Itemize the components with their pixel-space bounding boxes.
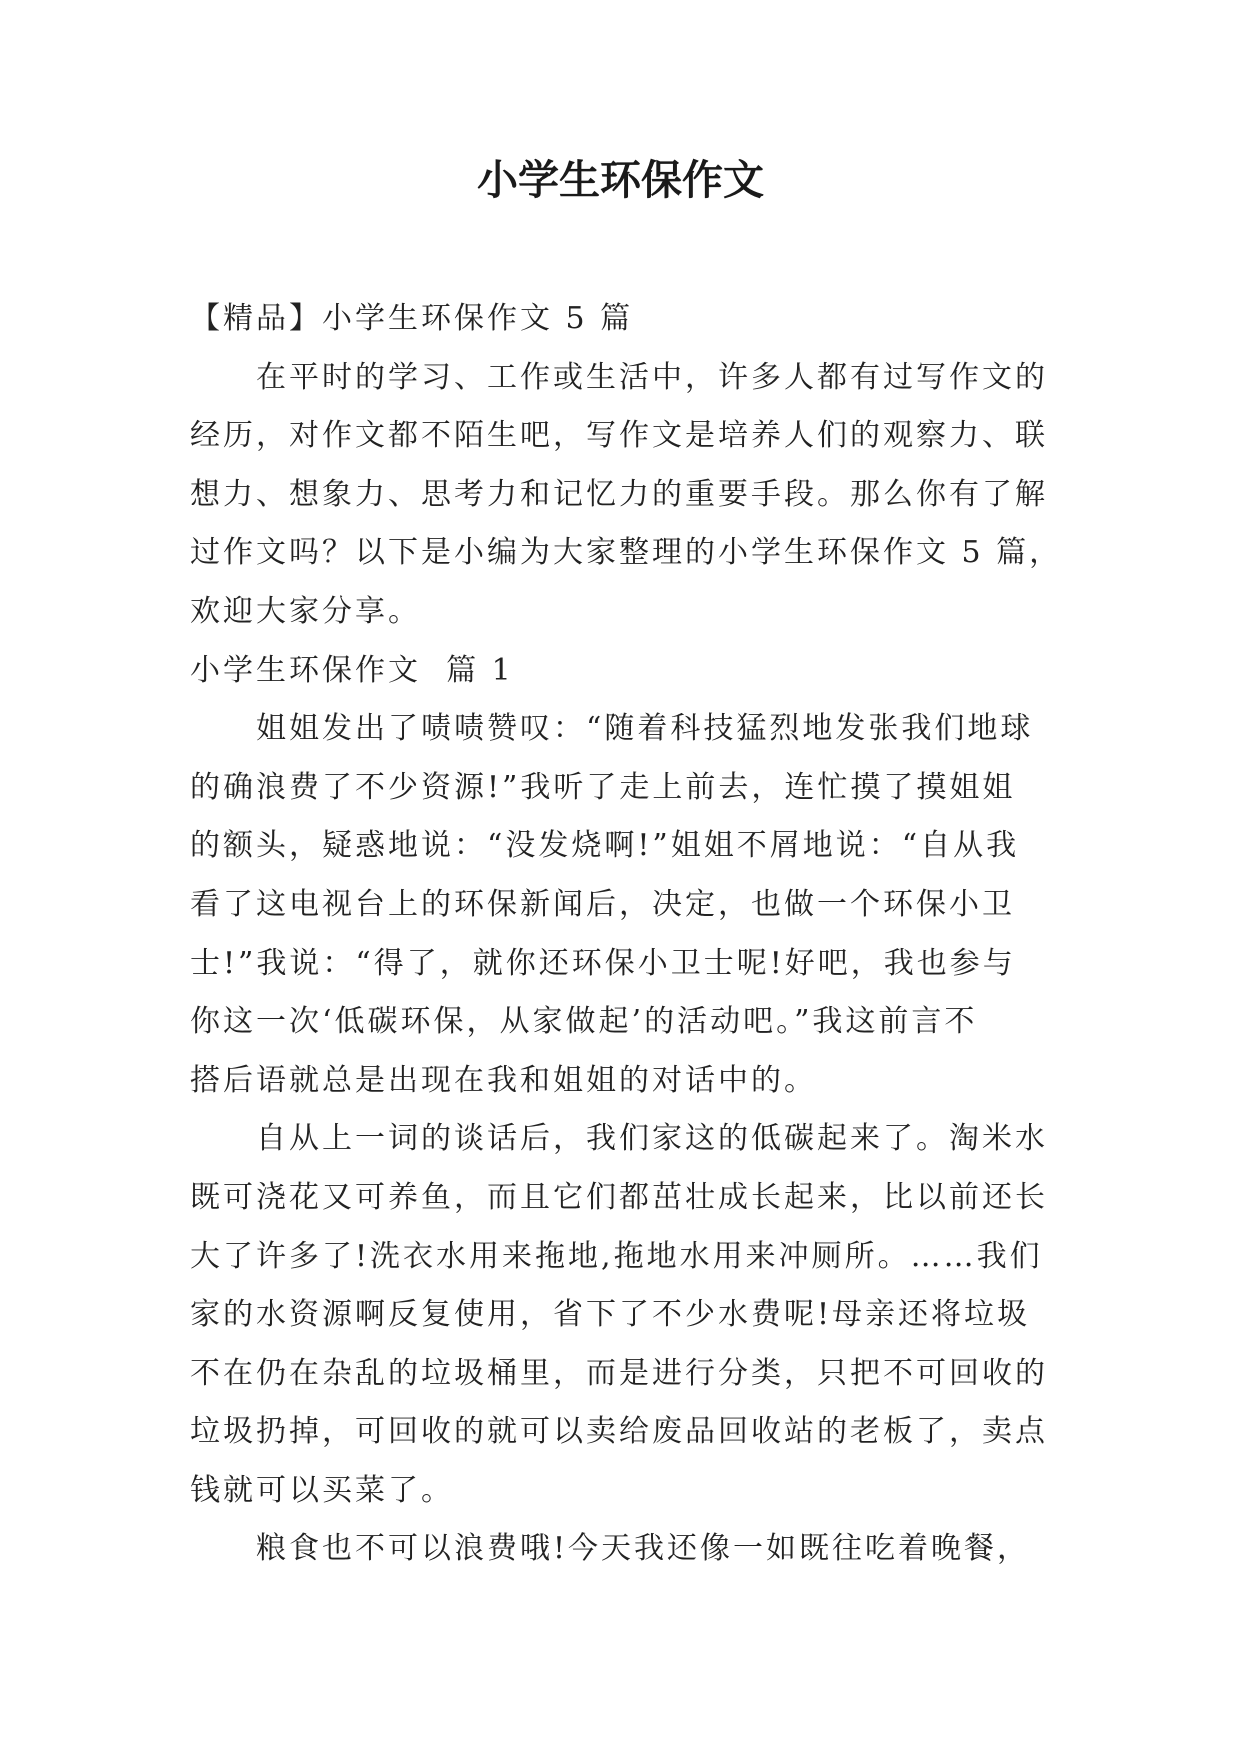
text-line: 士!”我说：“得了，就你还环保小卫士呢!好吧，我也参与	[190, 945, 1016, 981]
text-line: 既可浇花又可养鱼，而且它们都茁壮成长起来，比以前还长	[190, 1179, 1048, 1215]
document-body	[190, 290, 1070, 1579]
text-line: 家的水资源啊反复使用，省下了不少水费呢!母亲还将垃圾	[190, 1297, 1031, 1333]
text-line: 姐姐发出了啧啧赞叹：“随着科技猛烈地发张我们地球	[256, 711, 1034, 747]
text-line: 不在仍在杂乱的垃圾桶里，而是进行分类，只把不可回收的	[190, 1355, 1048, 1391]
text-line: 大了许多了!洗衣水用来拖地,拖地水用来冲厕所。……我们	[190, 1238, 1043, 1274]
text-line: 你这一次‘低碳环保，从家做起’的活动吧。”我这前言不	[190, 1004, 978, 1040]
text-line: 看了这电视台上的环保新闻后，决定，也做一个环保小卫	[190, 886, 1015, 922]
text-line: 自从上一词的谈话后，我们家这的低碳起来了。淘米水	[256, 1121, 1048, 1157]
text-line: 想力、想象力、思考力和记忆力的重要手段。那么你有了解	[190, 476, 1048, 512]
text-line: 欢迎大家分享。	[190, 593, 421, 629]
text-line: 钱就可以买菜了。	[190, 1472, 454, 1508]
text-line: 的确浪费了不少资源!”我听了走上前去，连忙摸了摸姐姐	[190, 769, 1016, 805]
text-line: 垃圾扔掉，可回收的就可以卖给废品回收站的老板了，卖点	[190, 1414, 1048, 1450]
text-line: 在平时的学习、工作或生活中，许多人都有过写作文的	[256, 359, 1048, 395]
text-line: 小学生环保作文 篇 1	[190, 652, 514, 688]
text-line: 经历，对作文都不陌生吧，写作文是培养人们的观察力、联	[190, 418, 1048, 454]
text-line: 【精品】小学生环保作文 5 篇	[190, 301, 634, 336]
text-line: 过作文吗？以下是小编为大家整理的小学生环保作文 5 篇，	[190, 535, 1063, 571]
document-title: 小学生环保作文	[477, 156, 764, 204]
text-line: 搭后语就总是出现在我和姐姐的对话中的。	[190, 1062, 817, 1098]
text-line: 的额头，疑惑地说：“没发烧啊!”姐姐不屑地说：“自从我	[190, 828, 1020, 864]
text-line: 粮食也不可以浪费哦!今天我还像一如既往吃着晚餐，	[256, 1531, 1031, 1567]
